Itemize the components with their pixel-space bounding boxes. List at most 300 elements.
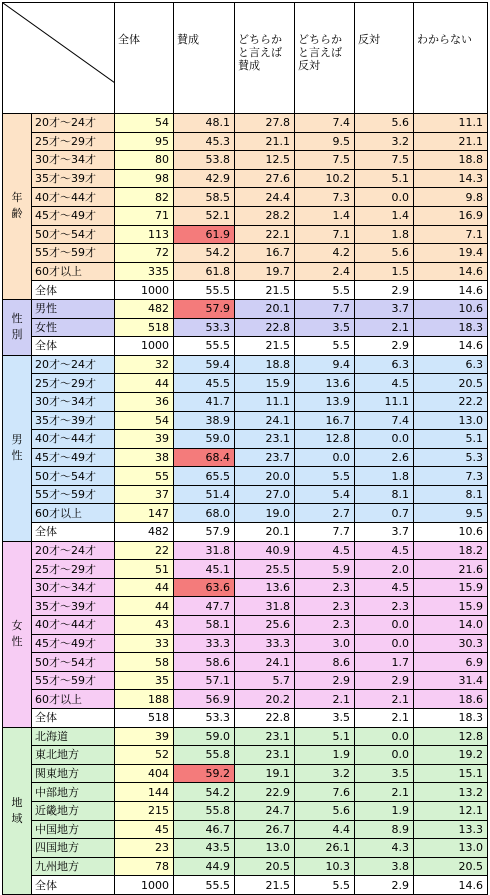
percent-cell: 3.5 xyxy=(355,764,414,783)
percent-cell: 25.5 xyxy=(235,560,295,579)
percent-cell: 5.3 xyxy=(414,448,488,467)
percent-cell: 12.5 xyxy=(235,151,295,170)
header-somewhat-disagree: どちらかと言えば反対 xyxy=(295,3,355,114)
percent-cell: 61.9 xyxy=(174,225,235,244)
count-cell: 215 xyxy=(115,801,174,820)
table-row xyxy=(3,839,488,858)
total-row xyxy=(3,337,488,356)
count-cell: 52 xyxy=(115,746,174,765)
percent-cell: 22.8 xyxy=(235,318,295,337)
percent-cell: 4.2 xyxy=(295,244,355,263)
percent-cell: 3.7 xyxy=(355,523,414,542)
percent-cell: 52.1 xyxy=(174,206,235,225)
percent-cell: 54.2 xyxy=(174,783,235,802)
table-row xyxy=(3,578,488,597)
table-row xyxy=(3,151,488,170)
percent-cell: 13.0 xyxy=(414,839,488,858)
group-label-age xyxy=(3,114,32,300)
count-cell: 1000 xyxy=(115,281,174,300)
percent-cell: 4.5 xyxy=(295,541,355,560)
count-cell: 98 xyxy=(115,169,174,188)
percent-cell: 7.6 xyxy=(295,783,355,802)
percent-cell: 5.6 xyxy=(355,244,414,263)
group-label-female xyxy=(3,541,32,727)
row-label: 40才～44才 xyxy=(32,188,115,207)
row-label: 20才～24才 xyxy=(32,355,115,374)
group-label-text: 女性 xyxy=(11,619,23,649)
percent-cell: 58.6 xyxy=(174,653,235,672)
percent-cell: 31.8 xyxy=(235,597,295,616)
count-cell: 54 xyxy=(115,114,174,133)
percent-cell: 30.3 xyxy=(414,634,488,653)
table-row xyxy=(3,299,488,318)
percent-cell: 27.8 xyxy=(235,114,295,133)
total-row xyxy=(3,523,488,542)
percent-cell: 13.0 xyxy=(235,839,295,858)
count-cell: 32 xyxy=(115,355,174,374)
percent-cell: 3.5 xyxy=(295,709,355,728)
percent-cell: 9.8 xyxy=(414,188,488,207)
percent-cell: 59.0 xyxy=(174,727,235,746)
percent-cell: 3.8 xyxy=(355,857,414,876)
count-cell: 43 xyxy=(115,616,174,635)
percent-cell: 12.8 xyxy=(414,727,488,746)
percent-cell: 22.2 xyxy=(414,392,488,411)
percent-cell: 55.8 xyxy=(174,801,235,820)
percent-cell: 16.7 xyxy=(295,411,355,430)
table-row xyxy=(3,597,488,616)
percent-cell: 7.7 xyxy=(295,299,355,318)
diagonal-divider-icon xyxy=(3,3,115,83)
percent-cell: 5.1 xyxy=(295,727,355,746)
row-label: 25才～29才 xyxy=(32,132,115,151)
percent-cell: 42.9 xyxy=(174,169,235,188)
percent-cell: 14.6 xyxy=(414,876,488,895)
percent-cell: 46.7 xyxy=(174,820,235,839)
percent-cell: 57.9 xyxy=(174,299,235,318)
percent-cell: 21.5 xyxy=(235,281,295,300)
percent-cell: 26.7 xyxy=(235,820,295,839)
percent-cell: 55.5 xyxy=(174,281,235,300)
percent-cell: 16.9 xyxy=(414,206,488,225)
count-cell: 54 xyxy=(115,411,174,430)
row-label: 男性 xyxy=(32,299,115,318)
table-row xyxy=(3,485,488,504)
row-label: 55才～59才 xyxy=(32,244,115,263)
count-cell: 518 xyxy=(115,318,174,337)
row-label: 50才～54才 xyxy=(32,653,115,672)
table-row xyxy=(3,653,488,672)
row-label: 45才～49才 xyxy=(32,634,115,653)
percent-cell: 59.0 xyxy=(174,430,235,449)
percent-cell: 59.2 xyxy=(174,764,235,783)
percent-cell: 23.1 xyxy=(235,727,295,746)
percent-cell: 8.6 xyxy=(295,653,355,672)
row-label: 30才～34才 xyxy=(32,578,115,597)
row-label: 全体 xyxy=(32,337,115,356)
count-cell: 80 xyxy=(115,151,174,170)
percent-cell: 8.9 xyxy=(355,820,414,839)
percent-cell: 48.1 xyxy=(174,114,235,133)
row-label: 女性 xyxy=(32,318,115,337)
percent-cell: 2.0 xyxy=(355,560,414,579)
percent-cell: 19.0 xyxy=(235,504,295,523)
count-cell: 39 xyxy=(115,727,174,746)
percent-cell: 53.3 xyxy=(174,709,235,728)
percent-cell: 58.5 xyxy=(174,188,235,207)
percent-cell: 21.1 xyxy=(414,132,488,151)
survey-table xyxy=(2,2,488,895)
table-row xyxy=(3,634,488,653)
total-row xyxy=(3,876,488,895)
percent-cell: 1.9 xyxy=(295,746,355,765)
row-label: 55才～59才 xyxy=(32,485,115,504)
table-row xyxy=(3,690,488,709)
count-cell: 33 xyxy=(115,634,174,653)
table-row xyxy=(3,206,488,225)
count-cell: 44 xyxy=(115,578,174,597)
count-cell: 1000 xyxy=(115,876,174,895)
percent-cell: 8.1 xyxy=(355,485,414,504)
percent-cell: 1.5 xyxy=(355,262,414,281)
percent-cell: 21.1 xyxy=(235,132,295,151)
percent-cell: 10.6 xyxy=(414,299,488,318)
percent-cell: 22.1 xyxy=(235,225,295,244)
percent-cell: 19.1 xyxy=(235,764,295,783)
count-cell: 482 xyxy=(115,523,174,542)
count-cell: 44 xyxy=(115,597,174,616)
table-row xyxy=(3,616,488,635)
percent-cell: 4.5 xyxy=(355,541,414,560)
percent-cell: 15.9 xyxy=(414,578,488,597)
row-label: 東北地方 xyxy=(32,746,115,765)
percent-cell: 45.5 xyxy=(174,374,235,393)
count-cell: 144 xyxy=(115,783,174,802)
percent-cell: 23.1 xyxy=(235,746,295,765)
percent-cell: 2.3 xyxy=(295,616,355,635)
percent-cell: 8.1 xyxy=(414,485,488,504)
percent-cell: 55.8 xyxy=(174,746,235,765)
table-row xyxy=(3,541,488,560)
percent-cell: 6.3 xyxy=(355,355,414,374)
percent-cell: 23.1 xyxy=(235,430,295,449)
percent-cell: 2.9 xyxy=(355,337,414,356)
percent-cell: 2.9 xyxy=(355,876,414,895)
count-cell: 404 xyxy=(115,764,174,783)
percent-cell: 22.9 xyxy=(235,783,295,802)
percent-cell: 3.5 xyxy=(295,318,355,337)
row-label: 40才～44才 xyxy=(32,616,115,635)
row-label: 全体 xyxy=(32,876,115,895)
percent-cell: 15.9 xyxy=(235,374,295,393)
percent-cell: 1.8 xyxy=(355,467,414,486)
percent-cell: 18.6 xyxy=(414,690,488,709)
percent-cell: 1.9 xyxy=(355,801,414,820)
percent-cell: 43.5 xyxy=(174,839,235,858)
header-disagree: 反対 xyxy=(355,3,414,114)
percent-cell: 65.5 xyxy=(174,467,235,486)
percent-cell: 11.1 xyxy=(355,392,414,411)
percent-cell: 20.2 xyxy=(235,690,295,709)
percent-cell: 3.0 xyxy=(295,634,355,653)
percent-cell: 2.9 xyxy=(355,671,414,690)
table-row xyxy=(3,820,488,839)
row-label: 九州地方 xyxy=(32,857,115,876)
row-label: 45才～49才 xyxy=(32,206,115,225)
percent-cell: 13.6 xyxy=(235,578,295,597)
row-label: 20才～24才 xyxy=(32,114,115,133)
percent-cell: 31.8 xyxy=(174,541,235,560)
percent-cell: 14.6 xyxy=(414,281,488,300)
table-row xyxy=(3,801,488,820)
percent-cell: 13.0 xyxy=(414,411,488,430)
table-row xyxy=(3,374,488,393)
percent-cell: 5.1 xyxy=(414,430,488,449)
count-cell: 335 xyxy=(115,262,174,281)
percent-cell: 45.3 xyxy=(174,132,235,151)
table-row xyxy=(3,318,488,337)
header-row xyxy=(3,3,488,114)
percent-cell: 1.7 xyxy=(355,653,414,672)
table-row xyxy=(3,504,488,523)
header-agree: 賛成 xyxy=(174,3,235,114)
total-row xyxy=(3,709,488,728)
percent-cell: 2.9 xyxy=(295,671,355,690)
count-cell: 1000 xyxy=(115,337,174,356)
count-cell: 147 xyxy=(115,504,174,523)
percent-cell: 14.0 xyxy=(414,616,488,635)
percent-cell: 0.0 xyxy=(355,616,414,635)
percent-cell: 13.9 xyxy=(295,392,355,411)
count-cell: 38 xyxy=(115,448,174,467)
table-row xyxy=(3,114,488,133)
percent-cell: 68.4 xyxy=(174,448,235,467)
group-label-text: 男性 xyxy=(11,433,23,463)
percent-cell: 18.8 xyxy=(235,355,295,374)
table-row xyxy=(3,857,488,876)
table-row xyxy=(3,448,488,467)
percent-cell: 31.4 xyxy=(414,671,488,690)
row-label: 北海道 xyxy=(32,727,115,746)
percent-cell: 7.5 xyxy=(355,151,414,170)
percent-cell: 10.2 xyxy=(295,169,355,188)
percent-cell: 21.5 xyxy=(235,876,295,895)
row-label: 25才～29才 xyxy=(32,560,115,579)
percent-cell: 24.1 xyxy=(235,411,295,430)
percent-cell: 21.6 xyxy=(414,560,488,579)
percent-cell: 61.8 xyxy=(174,262,235,281)
count-cell: 188 xyxy=(115,690,174,709)
count-cell: 45 xyxy=(115,820,174,839)
percent-cell: 11.1 xyxy=(235,392,295,411)
table-row xyxy=(3,225,488,244)
table-row xyxy=(3,430,488,449)
percent-cell: 7.5 xyxy=(295,151,355,170)
count-cell: 51 xyxy=(115,560,174,579)
percent-cell: 1.8 xyxy=(355,225,414,244)
percent-cell: 5.5 xyxy=(295,281,355,300)
percent-cell: 21.5 xyxy=(235,337,295,356)
percent-cell: 2.4 xyxy=(295,262,355,281)
percent-cell: 63.6 xyxy=(174,578,235,597)
row-label: 60才以上 xyxy=(32,262,115,281)
percent-cell: 55.5 xyxy=(174,876,235,895)
percent-cell: 56.9 xyxy=(174,690,235,709)
percent-cell: 57.1 xyxy=(174,671,235,690)
percent-cell: 27.6 xyxy=(235,169,295,188)
percent-cell: 24.1 xyxy=(235,653,295,672)
percent-cell: 47.7 xyxy=(174,597,235,616)
percent-cell: 2.3 xyxy=(295,597,355,616)
count-cell: 22 xyxy=(115,541,174,560)
percent-cell: 5.7 xyxy=(235,671,295,690)
table-row xyxy=(3,764,488,783)
percent-cell: 7.1 xyxy=(414,225,488,244)
percent-cell: 45.1 xyxy=(174,560,235,579)
percent-cell: 2.3 xyxy=(355,597,414,616)
row-label: 30才～34才 xyxy=(32,392,115,411)
percent-cell: 40.9 xyxy=(235,541,295,560)
count-cell: 71 xyxy=(115,206,174,225)
percent-cell: 13.6 xyxy=(295,374,355,393)
percent-cell: 9.5 xyxy=(414,504,488,523)
row-label: 45才～49才 xyxy=(32,448,115,467)
percent-cell: 7.1 xyxy=(295,225,355,244)
percent-cell: 2.3 xyxy=(295,578,355,597)
row-label: 近畿地方 xyxy=(32,801,115,820)
percent-cell: 5.6 xyxy=(355,114,414,133)
row-label: 20才～24才 xyxy=(32,541,115,560)
percent-cell: 24.7 xyxy=(235,801,295,820)
percent-cell: 18.3 xyxy=(414,709,488,728)
percent-cell: 68.0 xyxy=(174,504,235,523)
percent-cell: 2.1 xyxy=(355,690,414,709)
row-label: 中部地方 xyxy=(32,783,115,802)
percent-cell: 38.9 xyxy=(174,411,235,430)
count-cell: 35 xyxy=(115,671,174,690)
percent-cell: 19.2 xyxy=(414,746,488,765)
percent-cell: 20.1 xyxy=(235,523,295,542)
percent-cell: 27.0 xyxy=(235,485,295,504)
row-label: 30才～34才 xyxy=(32,151,115,170)
row-label: 60才以上 xyxy=(32,504,115,523)
percent-cell: 26.1 xyxy=(295,839,355,858)
row-label: 全体 xyxy=(32,709,115,728)
percent-cell: 20.1 xyxy=(235,299,295,318)
count-cell: 482 xyxy=(115,299,174,318)
percent-cell: 18.3 xyxy=(414,318,488,337)
percent-cell: 20.5 xyxy=(414,374,488,393)
percent-cell: 25.6 xyxy=(235,616,295,635)
percent-cell: 20.5 xyxy=(414,857,488,876)
percent-cell: 4.3 xyxy=(355,839,414,858)
count-cell: 39 xyxy=(115,430,174,449)
percent-cell: 7.4 xyxy=(355,411,414,430)
percent-cell: 13.3 xyxy=(414,820,488,839)
header-somewhat-agree: どちらかと言えば賛成 xyxy=(235,3,295,114)
percent-cell: 5.5 xyxy=(295,876,355,895)
percent-cell: 2.1 xyxy=(295,690,355,709)
percent-cell: 10.6 xyxy=(414,523,488,542)
percent-cell: 5.1 xyxy=(355,169,414,188)
percent-cell: 7.4 xyxy=(295,114,355,133)
percent-cell: 1.4 xyxy=(355,206,414,225)
count-cell: 82 xyxy=(115,188,174,207)
percent-cell: 0.0 xyxy=(355,727,414,746)
percent-cell: 6.3 xyxy=(414,355,488,374)
percent-cell: 9.5 xyxy=(295,132,355,151)
percent-cell: 2.1 xyxy=(355,709,414,728)
count-cell: 518 xyxy=(115,709,174,728)
count-cell: 58 xyxy=(115,653,174,672)
header-total: 全体 xyxy=(115,3,174,114)
percent-cell: 13.2 xyxy=(414,783,488,802)
percent-cell: 6.9 xyxy=(414,653,488,672)
percent-cell: 54.2 xyxy=(174,244,235,263)
percent-cell: 51.4 xyxy=(174,485,235,504)
count-cell: 72 xyxy=(115,244,174,263)
percent-cell: 33.3 xyxy=(174,634,235,653)
percent-cell: 2.1 xyxy=(355,318,414,337)
row-label: 全体 xyxy=(32,523,115,542)
percent-cell: 3.2 xyxy=(295,764,355,783)
table-row xyxy=(3,671,488,690)
percent-cell: 18.2 xyxy=(414,541,488,560)
row-label: 中国地方 xyxy=(32,820,115,839)
percent-cell: 2.7 xyxy=(295,504,355,523)
percent-cell: 3.7 xyxy=(355,299,414,318)
percent-cell: 9.4 xyxy=(295,355,355,374)
percent-cell: 0.0 xyxy=(355,188,414,207)
percent-cell: 3.2 xyxy=(355,132,414,151)
percent-cell: 2.1 xyxy=(355,783,414,802)
percent-cell: 7.3 xyxy=(414,467,488,486)
table-body xyxy=(3,114,488,895)
percent-cell: 2.9 xyxy=(355,281,414,300)
group-label-reg xyxy=(3,727,32,894)
percent-cell: 5.5 xyxy=(295,467,355,486)
table-row xyxy=(3,132,488,151)
row-label: 40才～44才 xyxy=(32,430,115,449)
percent-cell: 23.7 xyxy=(235,448,295,467)
header-corner-cell xyxy=(3,3,115,114)
percent-cell: 19.4 xyxy=(414,244,488,263)
percent-cell: 0.0 xyxy=(355,746,414,765)
percent-cell: 5.4 xyxy=(295,485,355,504)
row-label: 50才～54才 xyxy=(32,225,115,244)
group-label-text: 性別 xyxy=(11,312,23,342)
percent-cell: 14.6 xyxy=(414,262,488,281)
percent-cell: 20.0 xyxy=(235,467,295,486)
count-cell: 55 xyxy=(115,467,174,486)
table-row xyxy=(3,355,488,374)
percent-cell: 22.8 xyxy=(235,709,295,728)
table-row xyxy=(3,560,488,579)
percent-cell: 58.1 xyxy=(174,616,235,635)
count-cell: 78 xyxy=(115,857,174,876)
count-cell: 113 xyxy=(115,225,174,244)
percent-cell: 12.1 xyxy=(414,801,488,820)
percent-cell: 16.7 xyxy=(235,244,295,263)
table-row xyxy=(3,188,488,207)
percent-cell: 12.8 xyxy=(295,430,355,449)
row-label: 全体 xyxy=(32,281,115,300)
percent-cell: 33.3 xyxy=(235,634,295,653)
count-cell: 95 xyxy=(115,132,174,151)
percent-cell: 5.9 xyxy=(295,560,355,579)
percent-cell: 0.0 xyxy=(355,430,414,449)
percent-cell: 4.5 xyxy=(355,578,414,597)
